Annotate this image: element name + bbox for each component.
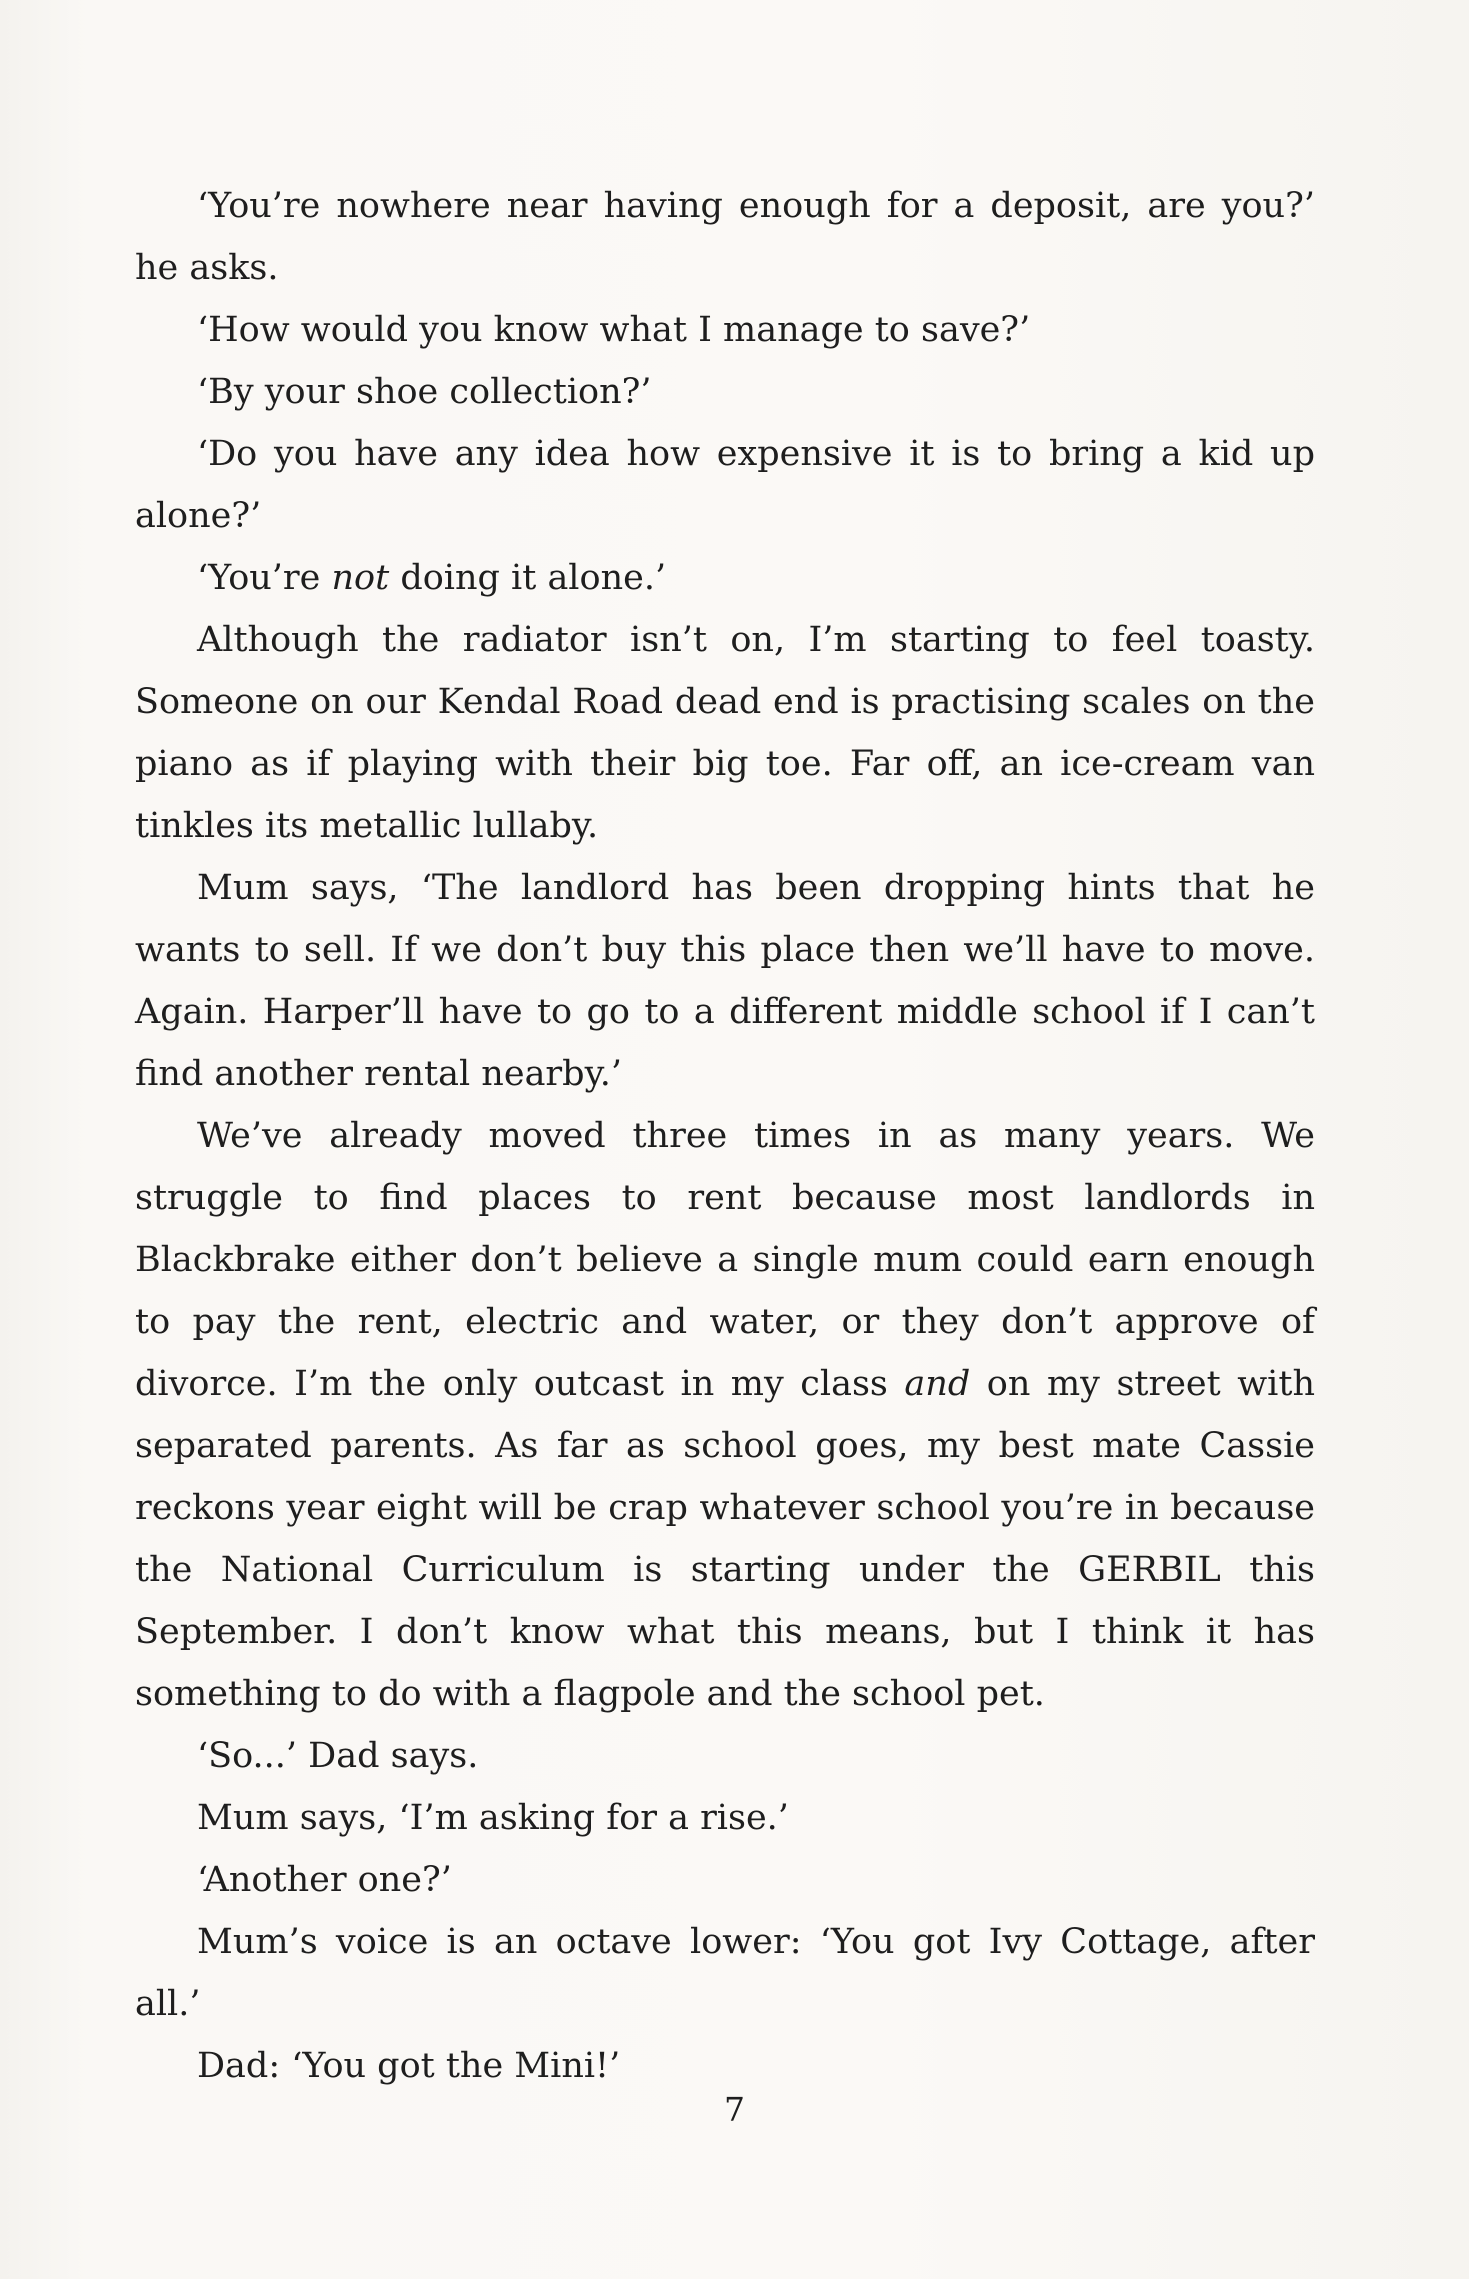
paragraph: ‘By your shoe collection?’ xyxy=(197,372,652,412)
paragraph: ‘Do you have any idea how expensive it is to bring a kid up alone?’ xyxy=(135,434,1315,536)
emphasis: and xyxy=(904,1364,971,1404)
paragraph: ‘Another one?’ xyxy=(197,1860,452,1900)
page-number: 7 xyxy=(724,2090,745,2129)
paragraph: Although the radiator isn’t on, I’m starting to feel toasty. Someone on our Kendal Road dead end is practising scales on the piano as if playing with their big toe. Far off, an ice-cream van tinkles its metallic lullaby. xyxy=(135,620,1315,846)
paragraph: Mum’s voice is an octave lower: ‘You got Ivy Cottage, after all.’ xyxy=(135,1922,1315,2024)
body-text xyxy=(135,175,1315,2097)
paragraph: We’ve already moved three times in as many years. We struggle to find places to rent because most landlords in Blackbrake either don’t believe a single mum could earn enough to pay the rent, electric and water, or they don’t approve of divorce. I’m the only outcast in my class and on my street with separated parents. As far as school goes, my best mate Cassie reckons year eight will be crap whatever school you’re in because the National Curriculum is starting under the GERBIL this September. I don’t know what this means, but I think it has something to do with a flagpole and the school pet. xyxy=(135,1116,1315,1714)
paragraph: Mum says, ‘I’m asking for a rise.’ xyxy=(197,1798,789,1838)
paragraph: ‘So...’ Dad says. xyxy=(197,1736,479,1776)
paragraph: Mum says, ‘The landlord has been dropping hints that he wants to sell. If we don’t buy this place then we’ll have to move. Again. Harper’ll have to go to a different middle school if I can’t find another rental nearby.’ xyxy=(135,868,1315,1094)
emphasis: not xyxy=(331,558,390,598)
paragraph: Dad: ‘You got the Mini!’ xyxy=(197,2046,621,2086)
paragraph: ‘You’re nowhere near having enough for a deposit, are you?’ he asks. xyxy=(135,186,1315,288)
paragraph: ‘How would you know what I manage to save?’ xyxy=(197,310,1031,350)
paragraph: ‘You’re not doing it alone.’ xyxy=(197,558,667,598)
